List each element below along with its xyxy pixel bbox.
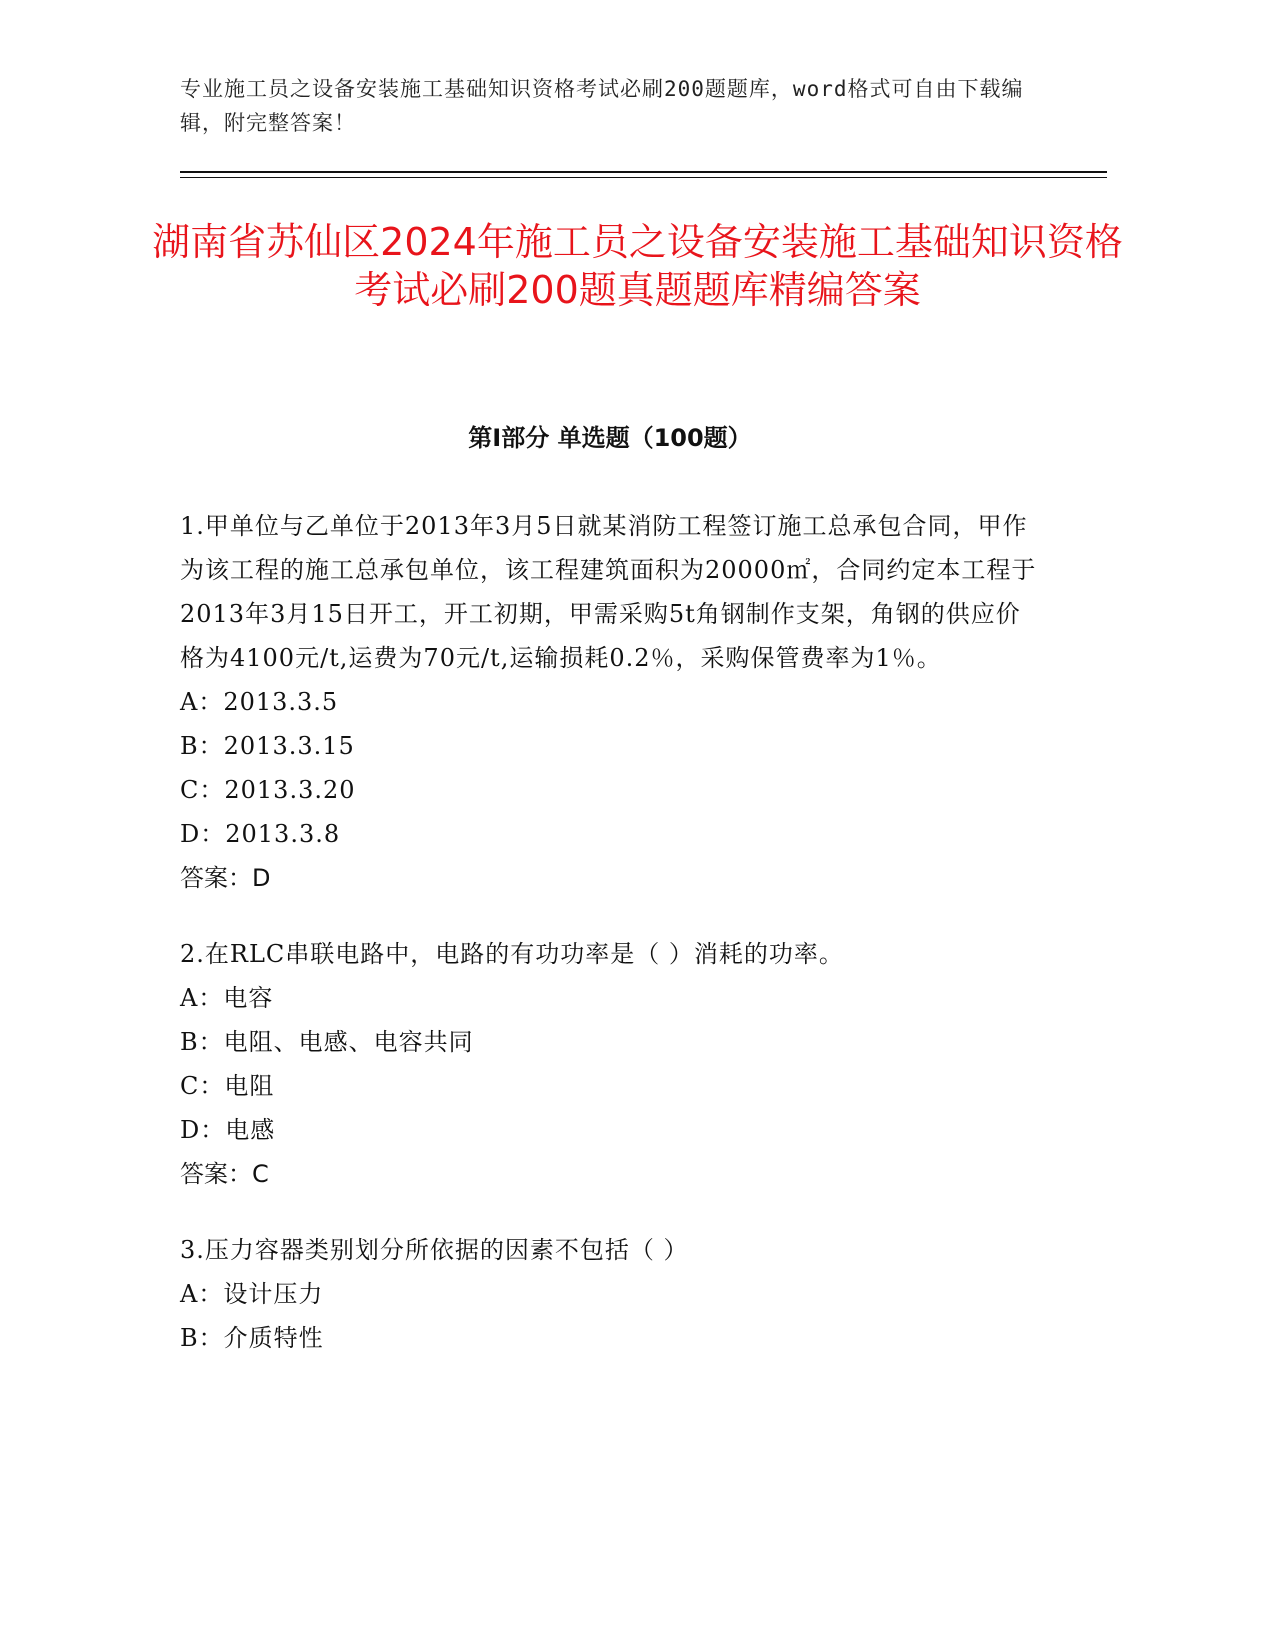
answer-line: 答案：D [180,864,271,892]
option-d: D：2013.3.8 [180,820,341,848]
question-2 [180,932,1040,1196]
option-a: A：电容 [180,984,274,1012]
header-divider-thin [180,177,1107,178]
answer-line: 答案：C [180,1160,269,1188]
question-1 [180,504,1040,900]
question-stem: 2.在RLC串联电路中，电路的有功功率是（ ）消耗的功率。 [180,940,844,968]
option-b: B：2013.3.15 [180,732,355,760]
question-list [180,504,1040,1392]
question-stem: 1.甲单位与乙单位于2013年3月5日就某消防工程签订施工总承包合同，甲作为该工程的施工总承包单位，该工程建筑面积为20000㎡，合同约定本工程于2013年3月15日开工，开工初期，甲需采购5t角钢制作支架，角钢的供应价格为4100元/t,运费为70元/t,运输损耗0.2％，采购保管费率为1％。 [180,512,1037,672]
header-note: 专业施工员之设备安装施工基础知识资格考试必刷200题题库，word格式可自由下载编辑，附完整答案！ [180,77,1024,135]
question-3 [180,1228,1040,1360]
option-a: A：2013.3.5 [180,688,339,716]
option-b: B：介质特性 [180,1324,324,1352]
section-heading: 第Ⅰ部分 单选题（100题） [468,424,752,452]
question-stem: 3.压力容器类别划分所依据的因素不包括（ ） [180,1236,689,1264]
option-a: A：设计压力 [180,1280,324,1308]
document-title: 湖南省苏仙区2024年施工员之设备安装施工基础知识资格考试必刷200题真题题库精编答案 [152,220,1123,312]
option-c: C：电阻 [180,1072,275,1100]
header-divider-thick [180,171,1107,173]
option-c: C：2013.3.20 [180,776,356,804]
option-d: D：电感 [180,1116,276,1144]
option-b: B：电阻、电感、电容共同 [180,1028,474,1056]
